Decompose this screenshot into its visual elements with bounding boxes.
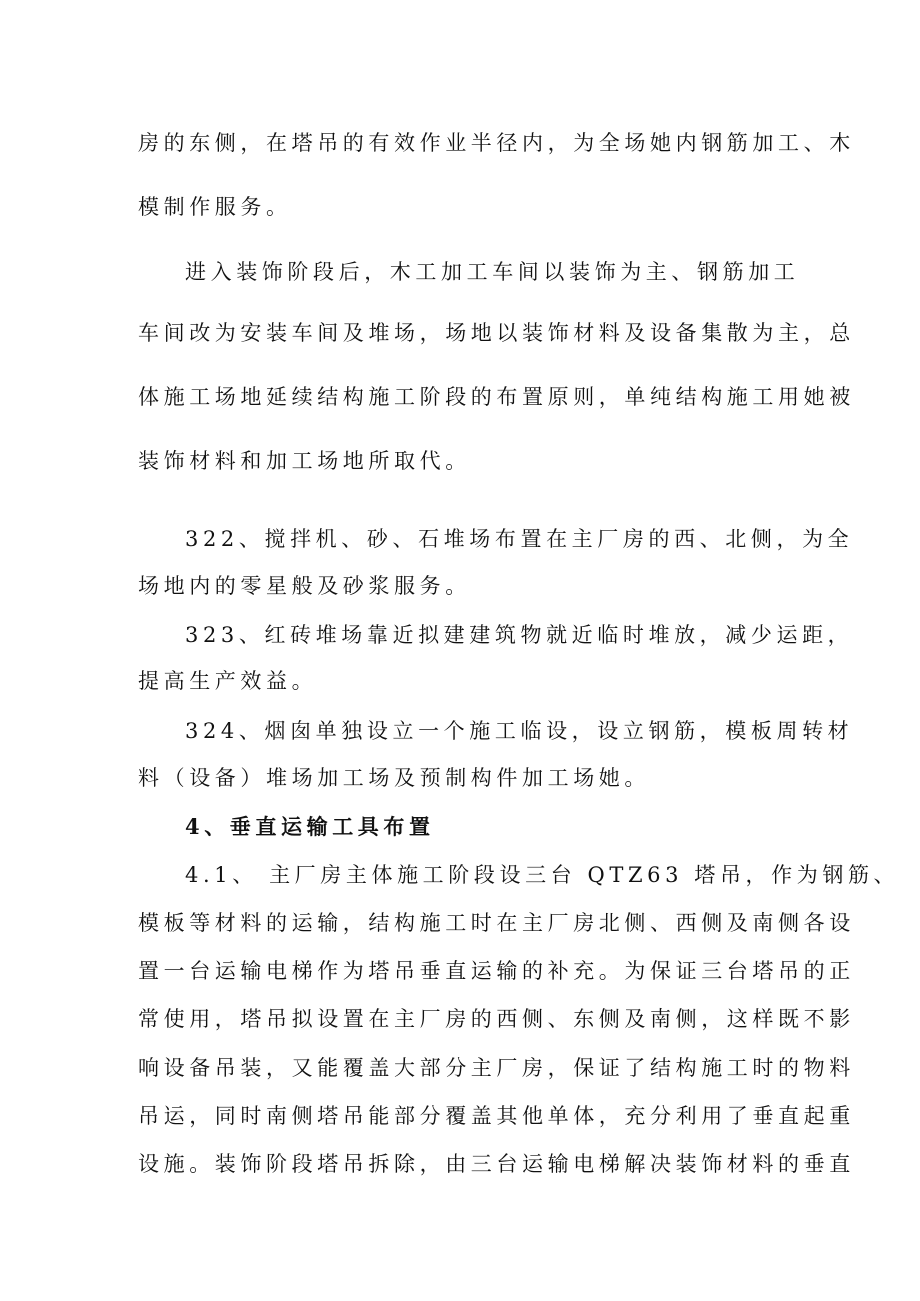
text-line: 模制作服务。: [138, 195, 292, 219]
text-line: 吊运，同时南侧塔吊能部分覆盖其他单体，充分利用了垂直起重: [138, 1104, 855, 1128]
section-heading: 4、垂直运输工具布置: [185, 814, 435, 839]
text-line: 场地内的零星般及砂浆服务。: [138, 574, 471, 598]
text-line: 模板等材料的运输，结构施工时在主厂房北侧、西侧及南侧各设: [138, 911, 855, 935]
text-line: 响设备吊装，又能覆盖大部分主厂房，保证了结构施工时的物料: [138, 1056, 855, 1080]
text-line: 324、烟囱单独设立一个施工临设，设立钢筋，模板周转材: [185, 719, 854, 743]
text-line: 车间改为安装车间及堆场，场地以装饰材料及设备集散为主，总: [138, 321, 855, 345]
text-line: 料（设备）堆场加工场及预制构件加工场她。: [138, 766, 650, 790]
text-line: 提高生产效益。: [138, 669, 318, 693]
text-line: 322、搅拌机、砂、石堆场布置在主厂房的西、北侧，为全: [185, 527, 854, 551]
text-line: 房的东侧，在塔吊的有效作业半径内，为全场她内钢筋加工、木: [138, 131, 855, 155]
text-line: 置一台运输电梯作为塔吊垂直运输的补充。为保证三台塔吊的正: [138, 959, 855, 983]
text-line: 常使用，塔吊拟设置在主厂房的西侧、东侧及南侧，这样既不影: [138, 1007, 855, 1031]
text-line: 设施。装饰阶段塔吊拆除，由三台运输电梯解决装饰材料的垂直: [138, 1152, 855, 1176]
text-line: 体施工场地延续结构施工阶段的布置原则，单纯结构施工用她被: [138, 385, 855, 409]
text-line: 进入装饰阶段后，木工加工车间以装饰为主、钢筋加工: [185, 260, 800, 284]
text-line: 323、红砖堆场靠近拟建建筑物就近临时堆放，减少运距，: [185, 623, 854, 647]
text-line: 4.1、 主厂房主体施工阶段设三台 QTZ63 塔吊，作为钢筋、: [185, 863, 900, 887]
text-line: 装饰材料和加工场地所取代。: [138, 449, 471, 473]
